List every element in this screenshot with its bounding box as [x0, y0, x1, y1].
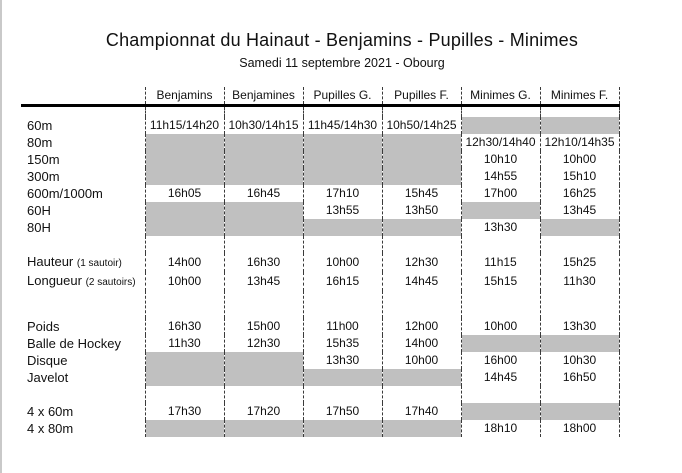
spacer-cell [21, 291, 145, 318]
time-cell: 10h30 [540, 352, 619, 369]
spacer-cell [382, 105, 461, 117]
spacer-cell [540, 236, 619, 253]
event-label-note: (2 sautoirs) [85, 277, 136, 288]
time-cell: 11h15/14h20 [145, 117, 224, 134]
time-cell: 15h25 [540, 253, 619, 272]
time-cell: 13h30 [540, 318, 619, 335]
unavailable-cell [461, 335, 540, 352]
unavailable-cell [145, 420, 224, 437]
spacer-cell [382, 236, 461, 253]
spacer-cell [224, 291, 303, 318]
time-cell: 10h30/14h15 [224, 117, 303, 134]
unavailable-cell [224, 369, 303, 386]
spacer-cell [461, 291, 540, 318]
unavailable-cell [461, 117, 540, 134]
unavailable-cell [224, 202, 303, 219]
time-cell: 10h00 [303, 253, 382, 272]
page-subtitle: Samedi 11 septembre 2021 - Obourg [239, 56, 445, 70]
column-header-2: Pupilles G. [303, 87, 382, 105]
time-cell: 10h10 [461, 151, 540, 168]
time-cell: 16h30 [224, 253, 303, 272]
time-cell: 16h30 [145, 318, 224, 335]
event-label: 4 x 60m [27, 404, 74, 419]
time-cell: 12h30 [224, 335, 303, 352]
time-cell: 11h15 [461, 253, 540, 272]
unavailable-cell [382, 420, 461, 437]
spacer-row [21, 386, 619, 403]
time-cell: 12h00 [382, 318, 461, 335]
event-row [21, 272, 619, 291]
time-cell: 13h30 [461, 219, 540, 236]
unavailable-cell [145, 369, 224, 386]
event-row [21, 202, 619, 219]
unavailable-cell [382, 168, 461, 185]
time-cell: 10h00 [540, 151, 619, 168]
unavailable-cell [540, 403, 619, 420]
event-label: 150m [27, 152, 60, 167]
unavailable-cell [145, 168, 224, 185]
unavailable-cell [303, 168, 382, 185]
unavailable-cell [303, 134, 382, 151]
time-cell: 17h20 [224, 403, 303, 420]
time-cell: 14h00 [145, 253, 224, 272]
event-label: Poids [27, 319, 60, 334]
event-label: Longueur (2 sautoirs) [27, 273, 136, 288]
unavailable-cell [540, 219, 619, 236]
time-cell: 13h30 [303, 352, 382, 369]
spacer-cell [303, 236, 382, 253]
time-cell: 10h00 [461, 318, 540, 335]
time-cell: 17h00 [461, 185, 540, 202]
event-row [21, 219, 619, 236]
time-cell: 13h45 [540, 202, 619, 219]
event-label: Balle de Hockey [27, 336, 121, 351]
header-row [21, 87, 619, 105]
time-cell: 12h30 [382, 253, 461, 272]
event-label: 60m [27, 118, 53, 133]
event-label: 300m [27, 169, 60, 184]
unavailable-cell [145, 151, 224, 168]
time-cell: 17h30 [145, 403, 224, 420]
spacer-cell [224, 236, 303, 253]
time-cell: 10h50/14h25 [382, 117, 461, 134]
spacer-cell [540, 386, 619, 403]
spacer-cell [224, 386, 303, 403]
time-cell: 14h45 [382, 272, 461, 291]
unavailable-cell [303, 151, 382, 168]
time-cell: 16h25 [540, 185, 619, 202]
column-header-0: Benjamins [145, 87, 224, 105]
unavailable-cell [461, 202, 540, 219]
spacer-cell [21, 386, 145, 403]
event-row [21, 253, 619, 272]
unavailable-cell [224, 219, 303, 236]
event-row [21, 420, 619, 437]
time-cell: 16h50 [540, 369, 619, 386]
time-cell: 12h10/14h35 [540, 134, 619, 151]
event-label: 80m [27, 135, 53, 150]
unavailable-cell [540, 335, 619, 352]
unavailable-cell [224, 151, 303, 168]
page-title: Championnat du Hainaut - Benjamins - Pupilles - Minimes [105, 30, 579, 50]
unavailable-cell [382, 151, 461, 168]
spacer-row [21, 236, 619, 253]
spacer-cell [461, 236, 540, 253]
unavailable-cell [303, 420, 382, 437]
time-cell: 11h45/14h30 [303, 117, 382, 134]
event-row [21, 318, 619, 335]
time-cell: 15h00 [224, 318, 303, 335]
unavailable-cell [224, 168, 303, 185]
spacer-cell [303, 291, 382, 318]
time-cell: 17h40 [382, 403, 461, 420]
time-cell: 11h30 [540, 272, 619, 291]
spacer-cell [21, 105, 145, 117]
time-cell: 14h45 [461, 369, 540, 386]
spacer-cell [540, 105, 619, 117]
unavailable-cell [540, 117, 619, 134]
time-cell: 13h50 [382, 202, 461, 219]
event-label: Disque [27, 353, 68, 368]
time-cell: 17h50 [303, 403, 382, 420]
time-cell: 15h10 [540, 168, 619, 185]
event-label: 4 x 80m [27, 421, 74, 436]
unavailable-cell [382, 369, 461, 386]
column-header-4: Minimes G. [461, 87, 540, 105]
spacer-cell [21, 236, 145, 253]
time-cell: 10h00 [382, 352, 461, 369]
spacer-row [21, 291, 619, 318]
event-row [21, 168, 619, 185]
time-cell: 14h55 [461, 168, 540, 185]
unavailable-cell [224, 134, 303, 151]
corner-cell [21, 87, 145, 105]
spacer-cell [461, 386, 540, 403]
unavailable-cell [461, 403, 540, 420]
event-label: 80H [27, 220, 51, 235]
unavailable-cell [224, 352, 303, 369]
event-label: Javelot [27, 370, 69, 385]
time-cell: 15h35 [303, 335, 382, 352]
unavailable-cell [224, 420, 303, 437]
time-cell: 12h30/14h40 [461, 134, 540, 151]
event-row [21, 151, 619, 168]
time-cell: 18h00 [540, 420, 619, 437]
event-row [21, 403, 619, 420]
event-label-note: (1 sautoir) [76, 258, 122, 269]
spacer-cell [145, 236, 224, 253]
spacer-cell [382, 291, 461, 318]
event-label: 60H [27, 203, 51, 218]
event-label: Hauteur (1 sautoir) [27, 254, 122, 269]
time-cell: 11h00 [303, 318, 382, 335]
spacer-cell [145, 386, 224, 403]
spacer-cell [224, 105, 303, 117]
spacer-cell [303, 386, 382, 403]
time-cell: 11h30 [145, 335, 224, 352]
event-row [21, 134, 619, 151]
event-row [21, 335, 619, 352]
time-cell: 15h15 [461, 272, 540, 291]
time-cell: 16h00 [461, 352, 540, 369]
unavailable-cell [303, 369, 382, 386]
unavailable-cell [303, 219, 382, 236]
event-label: 600m/1000m [27, 186, 103, 201]
time-cell: 15h45 [382, 185, 461, 202]
spacer-cell [145, 291, 224, 318]
time-cell: 13h45 [224, 272, 303, 291]
spacer-cell [540, 291, 619, 318]
event-row [21, 185, 619, 202]
time-cell: 16h05 [145, 185, 224, 202]
spacer-cell [145, 105, 224, 117]
column-header-5: Minimes F. [540, 87, 619, 105]
time-cell: 13h55 [303, 202, 382, 219]
unavailable-cell [145, 352, 224, 369]
unavailable-cell [145, 134, 224, 151]
time-cell: 16h15 [303, 272, 382, 291]
spacer-cell [303, 105, 382, 117]
time-cell: 16h45 [224, 185, 303, 202]
time-cell: 10h00 [145, 272, 224, 291]
time-cell: 14h00 [382, 335, 461, 352]
schedule-table [21, 87, 620, 437]
unavailable-cell [382, 219, 461, 236]
spacer-row [21, 105, 619, 117]
column-header-1: Benjamines [224, 87, 303, 105]
unavailable-cell [145, 219, 224, 236]
spacer-cell [461, 105, 540, 117]
time-cell: 17h10 [303, 185, 382, 202]
event-row [21, 369, 619, 386]
spacer-cell [382, 386, 461, 403]
event-row [21, 352, 619, 369]
column-header-3: Pupilles F. [382, 87, 461, 105]
unavailable-cell [145, 202, 224, 219]
event-row [21, 117, 619, 134]
time-cell: 18h10 [461, 420, 540, 437]
unavailable-cell [382, 134, 461, 151]
